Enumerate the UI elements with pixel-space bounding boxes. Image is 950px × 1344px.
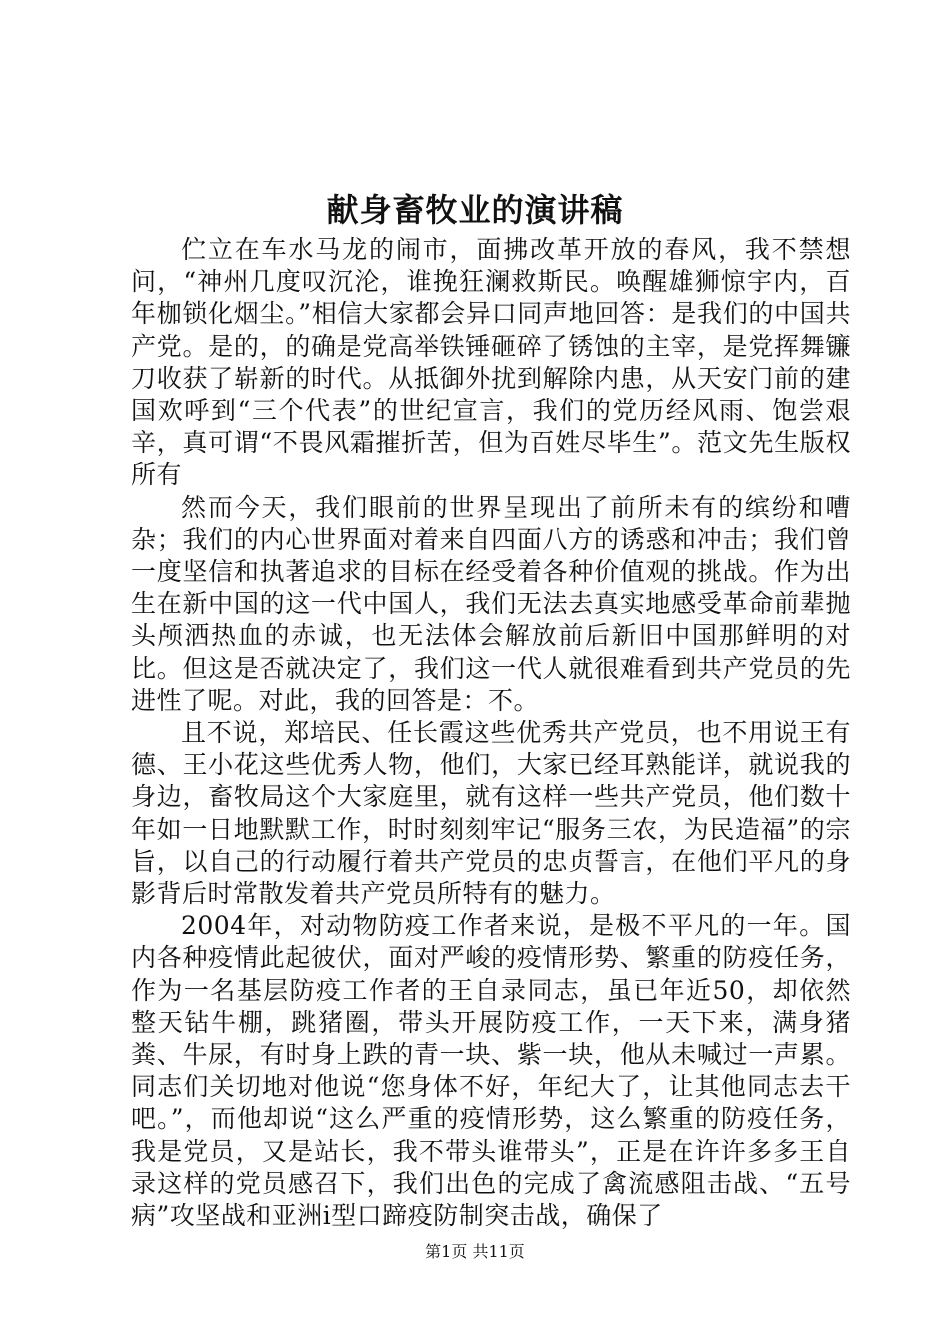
paragraph: 伫立在车水马龙的闹市，面拂改革开放的春风，我不禁想问，“神州几度叹沉沦，谁挽狂澜救斯民。唤醒雄狮惊宇内，百年枷锁化烟尘。”相信大家都会异口同声地回答：是我们的中国共产党。是的，的确是党高举铁锤砸碎了锈蚀的主宰，是党挥舞镰刀收获了崭新的时代。从抵御外扰到解除内患，从天安门前的建国欢呼到“三个代表”的世纪宣言，我们的党历经风雨、饱尝艰辛，真可谓“不畏风霜摧折苦，但为百姓尽毕生”。范文先生版权所有 <box>131 235 851 490</box>
document-body <box>131 234 851 1232</box>
document-title: 献身畜牧业的演讲稿 <box>326 191 624 229</box>
paragraph: 然而今天，我们眼前的世界呈现出了前所未有的缤纷和嘈杂；我们的内心世界面对着来自四面八方的诱惑和冲击；我们曾一度坚信和执著追求的目标在经受着各种价值观的挑战。作为出生在新中国的这一代中国人，我们无法去真实地感受革命前辈抛头颅洒热血的赤诚，也无法体会解放前后新旧中国那鲜明的对比。但这是否就决定了，我们这一代人就很难看到共产党员的先进性了呢。对此，我的回答是：不。 <box>131 492 851 715</box>
paragraph: 2004年，对动物防疫工作者来说，是极不平凡的一年。国内各种疫情此起彼伏，面对严峻的疫情形势、繁重的防疫任务，作为一名基层防疫工作者的王自录同志，虽已年近50，却依然整天钻牛棚，跳猪圈，带头开展防疫工作，一天下来，满身猪粪、牛尿，有时身上跌的青一块、紫一块，他从未喊过一声累。同志们关切地对他说“您身体不好，年纪大了，让其他同志去干吧。”，而他却说“这么严重的疫情形势，这么繁重的防疫任务，我是党员，又是站长，我不带头谁带头”，正是在许许多多王自录这样的党员感召下，我们出色的完成了禽流感阻击战、“五号病”攻坚战和亚洲ⅰ型口蹄疫防制突击战，确保了 <box>131 911 851 1231</box>
page-footer: 第1页 共11页 <box>425 1242 525 1261</box>
paragraph: 且不说，郑培民、任长霞这些优秀共产党员，也不用说王有德、王小花这些优秀人物，他们，大家已经耳熟能详，就说我的身边，畜牧局这个大家庭里，就有这样一些共产党员，他们数十年如一日地默默工作，时时刻刻牢记“服务三农，为民造福”的宗旨，以自己的行动履行着共产党员的忠贞誓言，在他们平凡的身影背后时常散发着共产党员所特有的魅力。 <box>131 718 851 909</box>
